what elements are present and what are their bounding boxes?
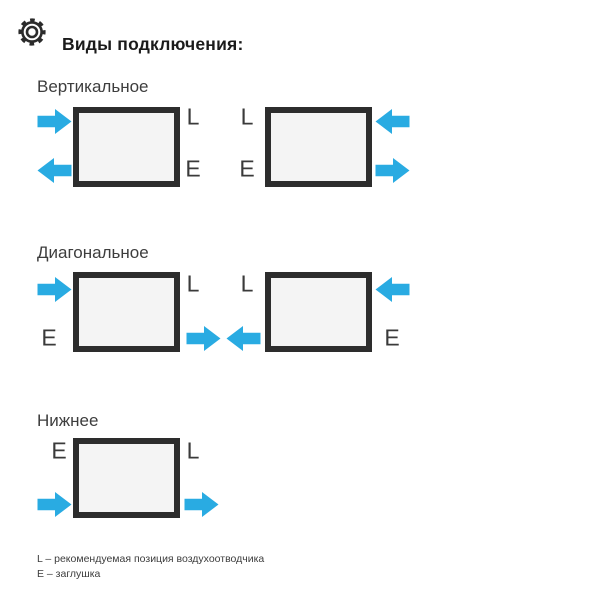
radiator-rect: [73, 272, 180, 352]
radiator-rect: [73, 438, 180, 518]
flow-in-arrow-right-icon: [37, 277, 72, 302]
flow-in-arrow-left-icon: [375, 109, 410, 134]
port-letter-plug: E: [51, 437, 67, 464]
flow-out-arrow-right-icon: [186, 326, 221, 351]
flow-out-arrow-right-icon: [375, 158, 410, 183]
flow-in-arrow-left-icon: [375, 277, 410, 302]
port-letter-plug: E: [185, 155, 201, 182]
gear-icon: [16, 16, 48, 48]
section-label: Нижнее: [37, 411, 99, 430]
flow-out-arrow-left-icon: [37, 158, 72, 183]
radiator-rect: [73, 107, 180, 187]
port-letter-air-vent: L: [186, 437, 200, 464]
section-label: Диагональное: [37, 243, 149, 262]
port-letter-plug: E: [239, 155, 255, 182]
legend-line-air-vent: L – рекомендуемая позиция воздухоотводчика: [37, 553, 265, 565]
flow-out-arrow-right-icon: [184, 492, 219, 517]
flow-in-arrow-right-icon: [37, 492, 72, 517]
radiator-rect: [265, 272, 372, 352]
legend-line-plug: E – заглушка: [37, 568, 101, 580]
radiator-rect: [265, 107, 372, 187]
flow-in-arrow-right-icon: [37, 109, 72, 134]
port-letter-air-vent: L: [186, 103, 200, 130]
page-title: Виды подключения:: [62, 33, 244, 54]
port-letter-air-vent: L: [186, 270, 200, 297]
port-letter-air-vent: L: [240, 103, 254, 130]
flow-out-arrow-left-icon: [226, 326, 261, 351]
port-letter-plug: E: [384, 324, 400, 351]
port-letter-air-vent: L: [240, 270, 254, 297]
section-label: Вертикальное: [37, 77, 149, 96]
port-letter-plug: E: [41, 324, 57, 351]
